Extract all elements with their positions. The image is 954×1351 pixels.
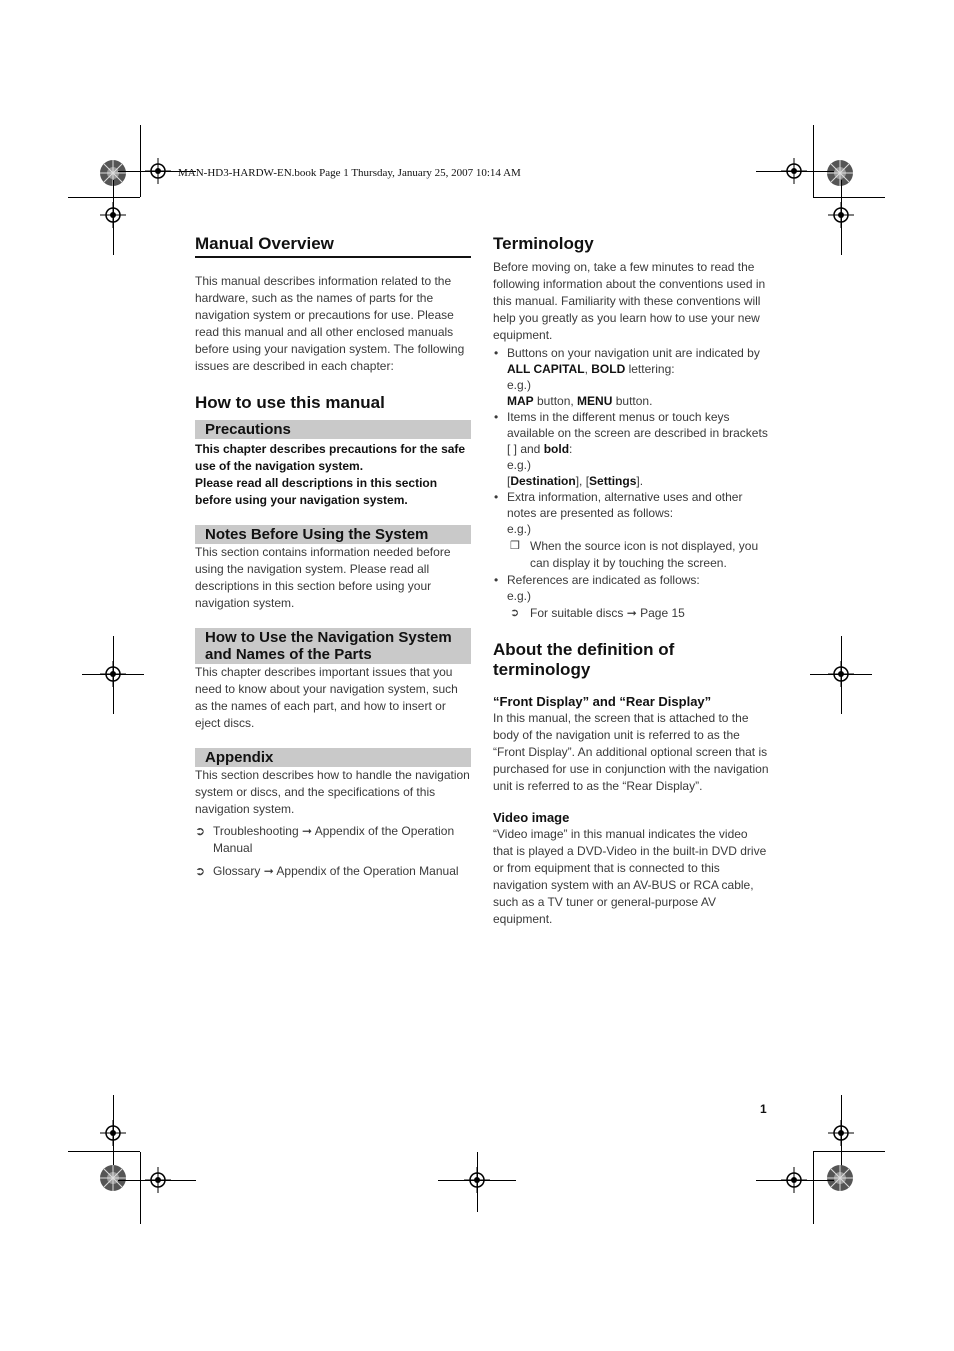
right-arrow-icon: ➞ bbox=[263, 864, 274, 878]
note-box-icon: ❒ bbox=[510, 540, 520, 552]
terminology-intro: Before moving on, take a few minutes to read the following information about the conventions used in this manual. Familiarity with these conventions will help you greatly as you learn how to use your new equipment. bbox=[493, 260, 766, 342]
example-text: ], [ bbox=[575, 474, 590, 488]
example-label: e.g.) bbox=[507, 458, 532, 472]
bold-term: Destination bbox=[510, 474, 576, 488]
video-image-text: “Video image” in this manual indicates the video that is played a DVD-Video in the built-in DVD drive or from equipment that is connected to this navigation system with an AV-BUS or RCA cable, such as a TV tuner or general-purpose AV equipment. bbox=[493, 827, 767, 926]
reference-target: Page 15 bbox=[640, 606, 685, 620]
reference-item: Glossary bbox=[213, 864, 261, 878]
reference-arrow-icon: ➲ bbox=[195, 824, 206, 838]
example-text: button. bbox=[612, 394, 653, 408]
right-column bbox=[493, 234, 769, 928]
bullet-text: Items in the different menus or touch keys available on the screen are described in brackets [ ] and bbox=[507, 410, 768, 456]
reference-target: Appendix of the Operation Manual bbox=[213, 824, 455, 855]
bullet-text: : bbox=[569, 442, 573, 456]
example-buttons bbox=[493, 393, 769, 409]
video-image-subheading: Video image bbox=[493, 810, 570, 825]
notes-text: This section contains information needed before using the navigation system. Please read all descriptions in this section before using your navigation system. bbox=[195, 545, 451, 610]
precautions-line-2: Please read all descriptions in this section before using your navigation system. bbox=[195, 476, 438, 507]
registration-rosette-icon bbox=[825, 1163, 855, 1193]
reference-arrow-icon: ➲ bbox=[195, 864, 206, 878]
manual-overview-text: This manual describes information related to the hardware, such as the names of parts for the navigation system or precautions for use. Please read this manual and all other enclosed manuals before using your navigation system. The following issues are described in each chapter: bbox=[195, 274, 465, 373]
manual-overview-heading: Manual Overview bbox=[195, 234, 471, 258]
bold-term: bold bbox=[543, 442, 570, 456]
example-text: [ bbox=[507, 474, 511, 488]
bold-term: MENU bbox=[577, 394, 613, 408]
bullet-icon: • bbox=[494, 410, 499, 424]
registration-rosette-icon bbox=[825, 158, 855, 188]
page-number: 1 bbox=[760, 1102, 767, 1116]
left-column bbox=[195, 234, 471, 880]
bullet-extra-info bbox=[493, 489, 769, 521]
bold-term: ALL CAPITAL bbox=[507, 362, 585, 376]
example-label: e.g.) bbox=[507, 589, 532, 603]
precautions-bar: Precautions bbox=[195, 420, 471, 439]
bullet-menu-items bbox=[493, 409, 769, 457]
definition-heading: About the definition of terminology bbox=[493, 640, 675, 679]
example-text: button, bbox=[533, 394, 578, 408]
terminology-heading: Terminology bbox=[493, 234, 594, 253]
bold-term: BOLD bbox=[591, 362, 626, 376]
bullet-icon: • bbox=[494, 573, 499, 587]
reference-glossary bbox=[195, 863, 471, 880]
notes-bar: Notes Before Using the System bbox=[195, 525, 471, 544]
reference-item: Troubleshooting bbox=[213, 824, 299, 838]
bold-term: MAP bbox=[507, 394, 534, 408]
names-text: This chapter describes important issues that you need to know about your navigation system, such as the names of each part, and how to insert or eject discs. bbox=[195, 665, 458, 730]
bullet-buttons bbox=[493, 345, 769, 377]
registration-rosette-icon bbox=[98, 1163, 128, 1193]
bullet-text: References are indicated as follows: bbox=[507, 573, 700, 587]
example-label: e.g.) bbox=[507, 378, 532, 392]
reference-item: For suitable discs bbox=[530, 606, 624, 620]
right-arrow-icon: ➞ bbox=[301, 824, 313, 838]
bullet-icon: • bbox=[494, 346, 499, 360]
separator: , bbox=[584, 362, 592, 376]
reference-example bbox=[493, 605, 769, 622]
bullet-icon: • bbox=[494, 490, 499, 504]
appendix-bar: Appendix bbox=[195, 748, 471, 767]
how-to-use-heading: How to use this manual bbox=[195, 393, 385, 412]
book-info-header: MAN-HD3-HARDW-EN.book Page 1 Thursday, January 25, 2007 10:14 AM bbox=[178, 167, 521, 179]
front-rear-display-text: In this manual, the screen that is attached to the body of the navigation unit is referred to as the “Front Display”. An additional optional screen that is purchased for use in conjunction with the navigation unit is referred to as the “Rear Display”. bbox=[493, 711, 769, 793]
note-example bbox=[493, 538, 769, 572]
bold-term: Settings bbox=[589, 474, 637, 488]
appendix-text: This section describes how to handle the navigation system or discs, and the specifications of this navigation system. bbox=[195, 768, 470, 816]
names-bar: How to Use the Navigation System and Names of the Parts bbox=[195, 628, 471, 664]
example-label: e.g.) bbox=[507, 522, 532, 536]
reference-troubleshooting bbox=[195, 823, 471, 857]
reference-arrow-icon: ➲ bbox=[510, 607, 520, 619]
bullet-references bbox=[493, 572, 769, 588]
reference-target: Appendix of the Operation Manual bbox=[276, 864, 459, 878]
right-arrow-icon: ➞ bbox=[626, 606, 637, 620]
precautions-line-1: This chapter describes precautions for the safe use of the navigation system. bbox=[195, 442, 466, 473]
bullet-text: Extra information, alternative uses and other notes are presented as follows: bbox=[507, 490, 743, 520]
front-rear-display-subheading: “Front Display” and “Rear Display” bbox=[493, 694, 712, 709]
bullet-text: Buttons on your navigation unit are indicated by bbox=[507, 346, 760, 360]
bullet-text: lettering: bbox=[625, 362, 675, 376]
example-text: ]. bbox=[636, 474, 644, 488]
note-text: When the source icon is not displayed, you can display it by touching the screen. bbox=[530, 539, 759, 570]
example-menu-items bbox=[493, 473, 769, 489]
